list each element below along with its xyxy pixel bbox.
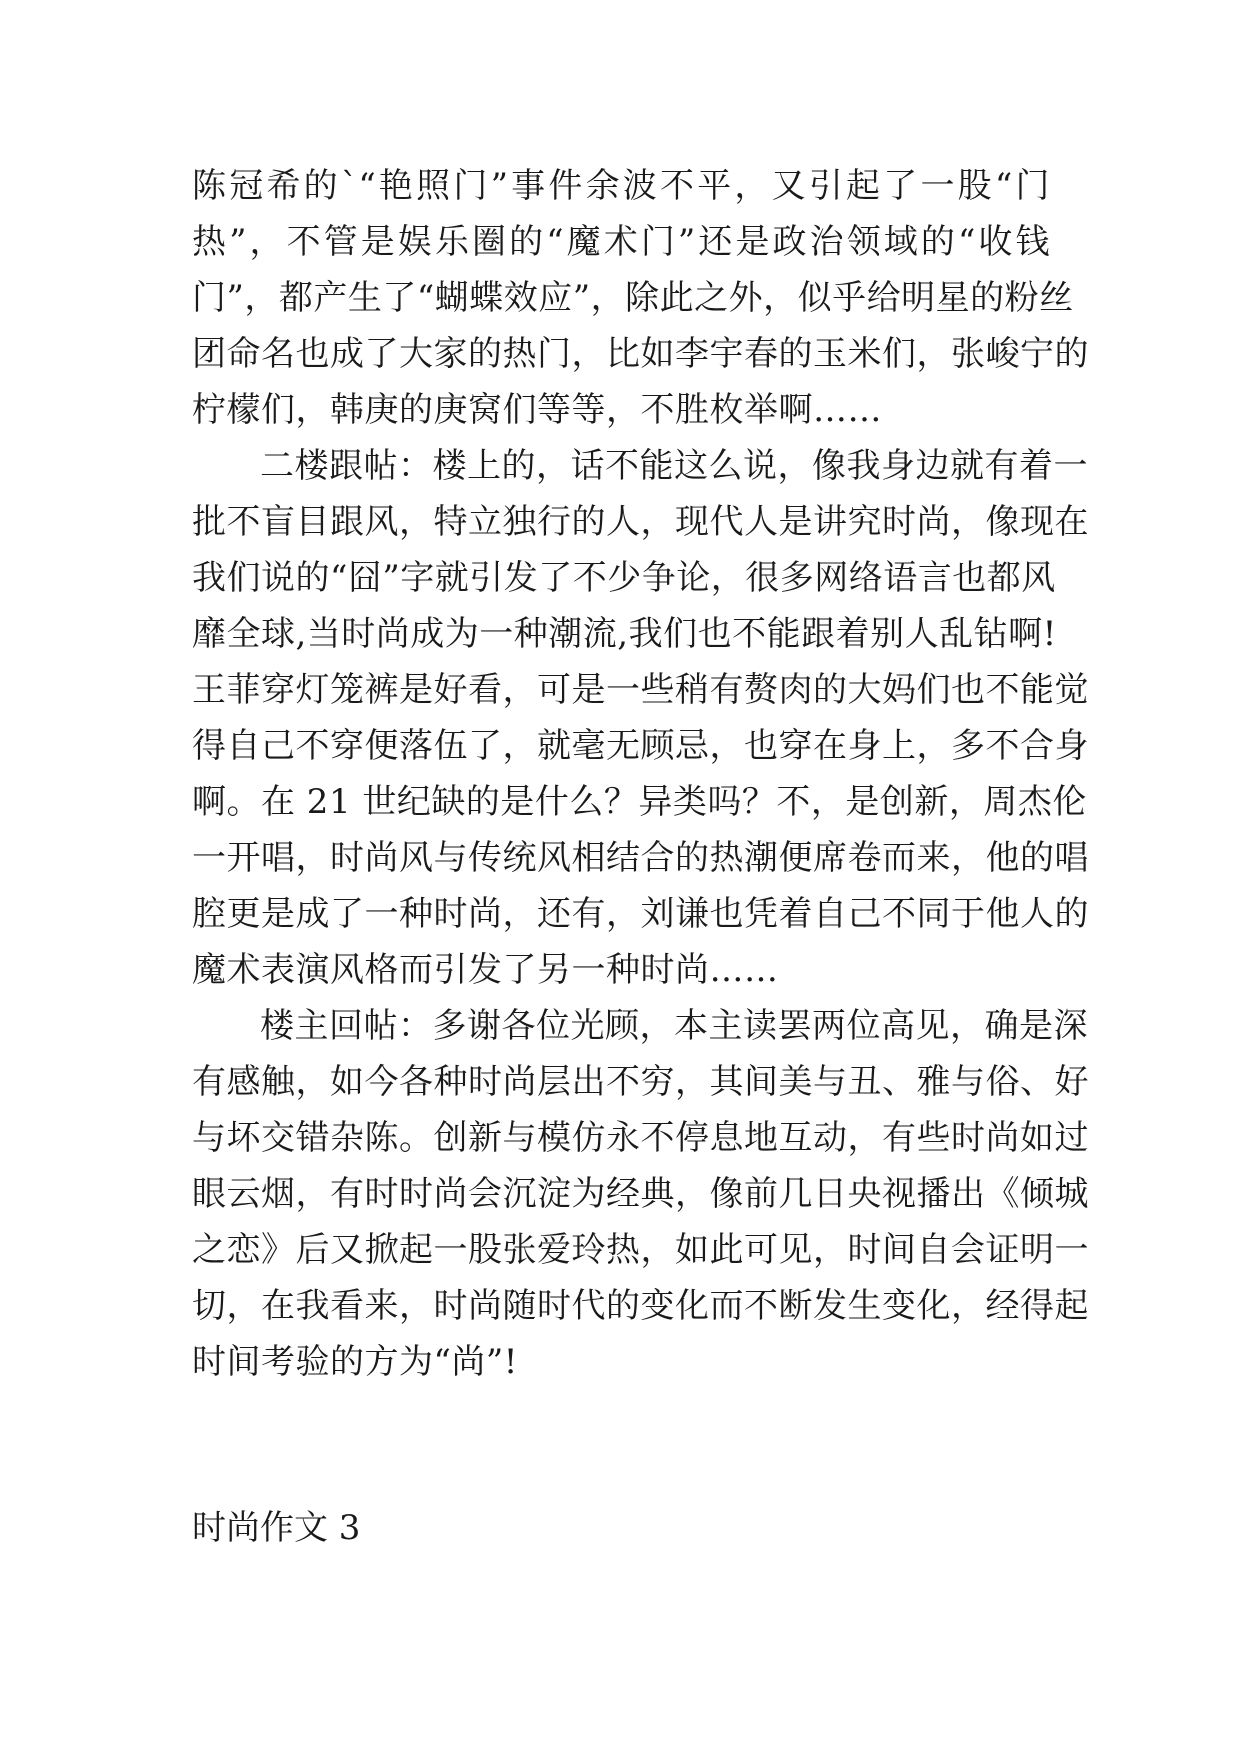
text-line: 门”，都产生了“蝴蝶效应”，除此之外，似乎给明星的粉丝 bbox=[192, 278, 1074, 318]
text-line: 陈冠希的`“艳照门”事件余波不平，又引起了一股“门 bbox=[192, 166, 1050, 206]
text-line: 切，在我看来，时尚随时代的变化而不断发生变化，经得起 bbox=[192, 1286, 1089, 1326]
text-line: 之恋》后又掀起一股张爱玲热，如此可见，时间自会证明一 bbox=[192, 1230, 1089, 1270]
paragraph-3 bbox=[192, 998, 1089, 1390]
section-gap bbox=[192, 1390, 1050, 1500]
text-line: 得自己不穿便落伍了，就毫无顾忌，也穿在身上，多不合身 bbox=[192, 726, 1089, 766]
paragraph-2 bbox=[192, 438, 1089, 998]
text-line: 柠檬们，韩庚的庚窝们等等，不胜枚举啊…… bbox=[192, 390, 882, 430]
section-heading: 时尚作文 3 bbox=[192, 1508, 361, 1548]
text-line: 腔更是成了一种时尚，还有，刘谦也凭着自己不同于他人的 bbox=[192, 894, 1089, 934]
text-line: 时间考验的方为“尚”! bbox=[192, 1342, 518, 1382]
text-line: 王菲穿灯笼裤是好看，可是一些稍有赘肉的大妈们也不能觉 bbox=[192, 670, 1089, 710]
text-line: 啊。在 21 世纪缺的是什么？异类吗？不，是创新，周杰伦 bbox=[192, 782, 1087, 822]
document-body bbox=[192, 158, 1089, 1556]
text-line: 有感触，如今各种时尚层出不穷，其间美与丑、雅与俗、好 bbox=[192, 1062, 1089, 1102]
text-line: 团命名也成了大家的热门，比如李宇春的玉米们，张峻宁的 bbox=[192, 334, 1089, 374]
text-line: 批不盲目跟风，特立独行的人，现代人是讲究时尚，像现在 bbox=[192, 502, 1089, 542]
text-line: 二楼跟帖：楼上的，话不能这么说，像我身边就有着一 bbox=[260, 446, 1088, 486]
text-line: 楼主回帖：多谢各位光顾，本主读罢两位高见，确是深 bbox=[260, 1006, 1088, 1046]
text-line: 热”，不管是娱乐圈的“魔术门”还是政治领域的“收钱 bbox=[192, 222, 1050, 262]
text-line: 与坏交错杂陈。创新与模仿永不停息地互动，有些时尚如过 bbox=[192, 1118, 1089, 1158]
text-line: 我们说的“囧”字就引发了不少争论，很多网络语言也都风 bbox=[192, 558, 1056, 598]
text-line: 一开唱，时尚风与传统风相结合的热潮便席卷而来，他的唱 bbox=[192, 838, 1089, 878]
text-line: 靡全球,当时尚成为一种潮流,我们也不能跟着别人乱钻啊! bbox=[192, 614, 1057, 654]
paragraph-1 bbox=[192, 158, 1089, 438]
text-line: 魔术表演风格而引发了另一种时尚…… bbox=[192, 950, 779, 990]
text-line: 眼云烟，有时时尚会沉淀为经典，像前几日央视播出《倾城 bbox=[192, 1174, 1089, 1214]
